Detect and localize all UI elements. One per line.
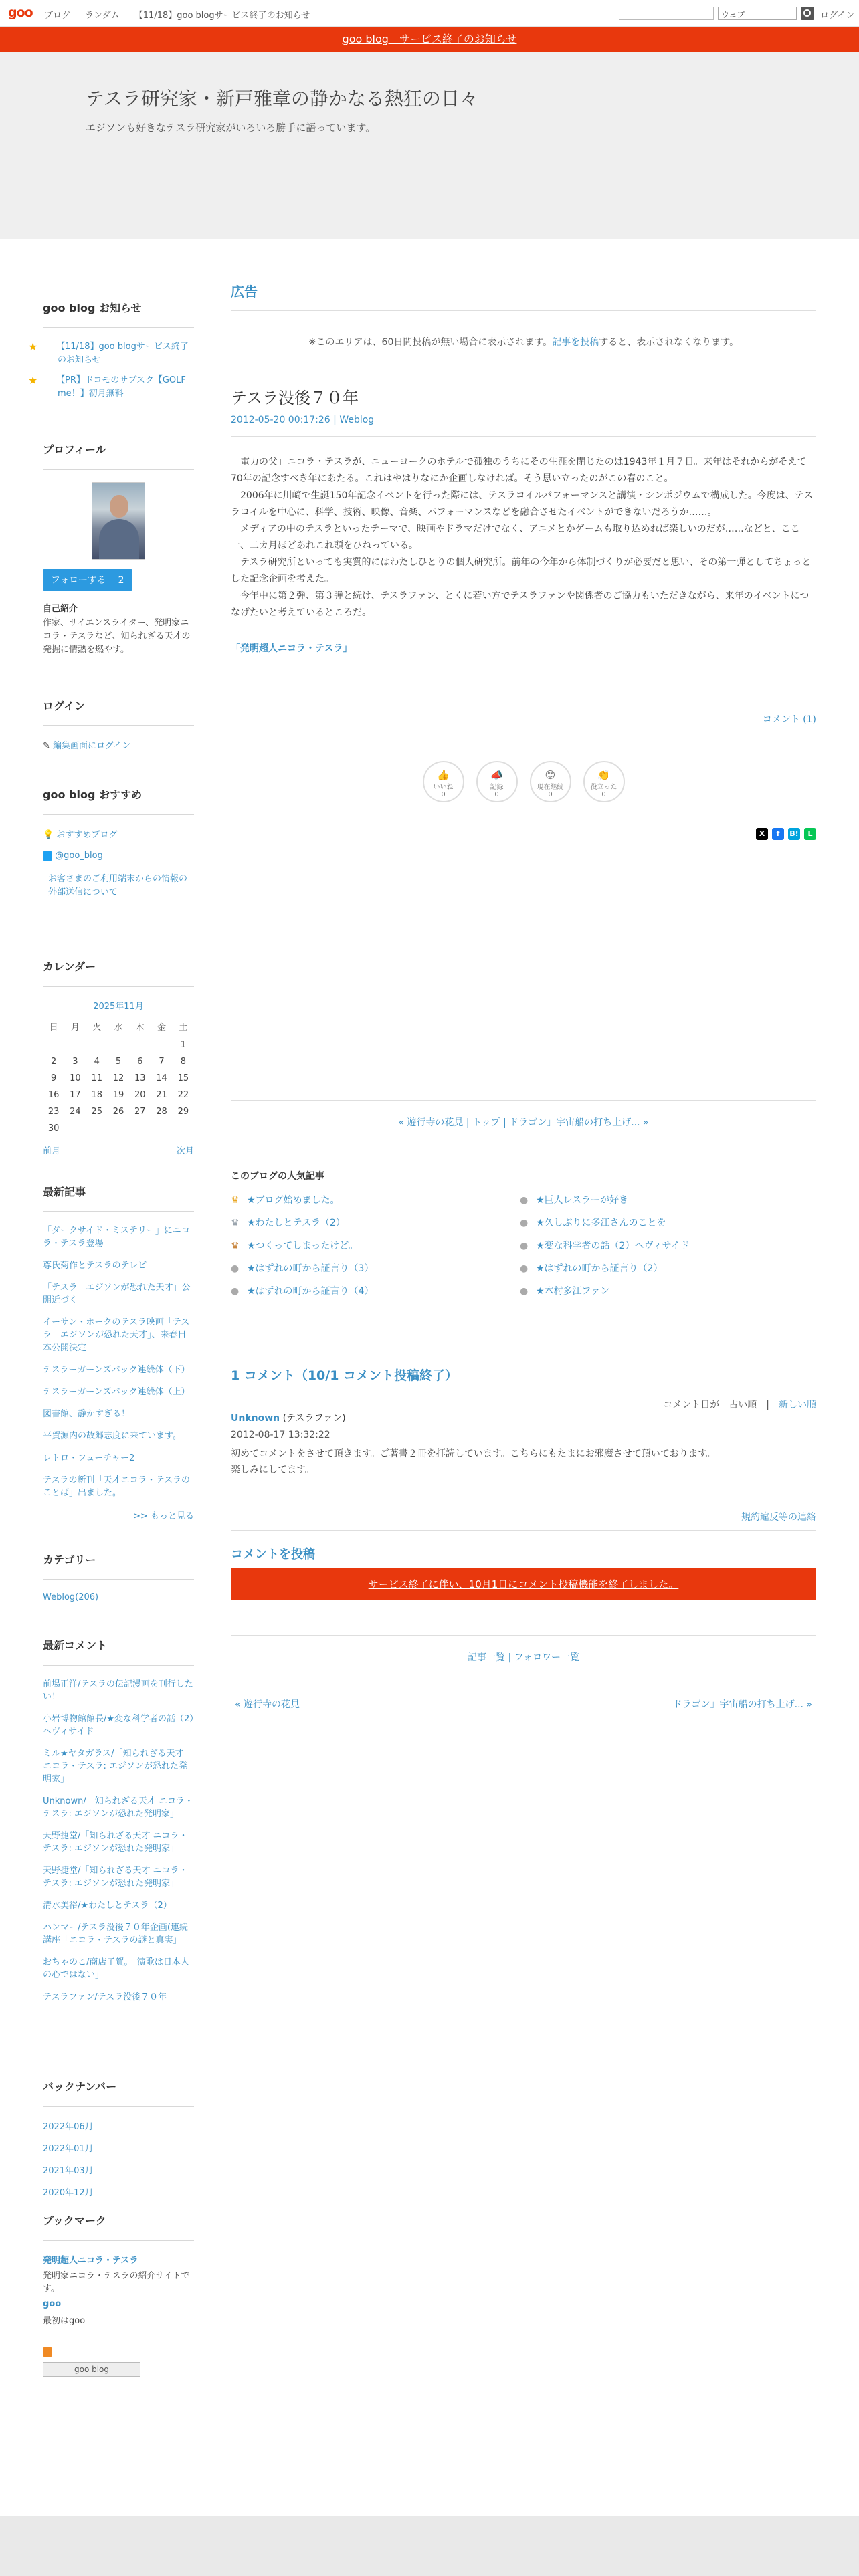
category-section xyxy=(43,1551,194,1602)
recent-comment-link[interactable]: 天野捷堂/「知られざる天才 ニコラ・テスラ: エジソンが恐れた発明家」 xyxy=(43,1866,188,1889)
recent-post-link[interactable]: 「テスラ エジソンが恐れた天才」公開近づく xyxy=(43,1283,191,1305)
x-share-icon[interactable]: X xyxy=(756,828,768,840)
calendar-day xyxy=(64,1120,86,1137)
reaction-label: 役立った xyxy=(590,784,617,791)
calendar-day: 6 xyxy=(137,1057,143,1067)
calendar-next-link[interactable]: 次月 xyxy=(176,1146,194,1156)
line-share-icon[interactable]: L xyxy=(804,828,816,840)
follow-label: フォローする xyxy=(51,575,106,586)
rank-crown-icon: ♛ xyxy=(231,1241,240,1251)
notices-heading: goo blog お知らせ xyxy=(43,300,194,328)
popular-item-title: ★はずれの町から証言り（2） xyxy=(536,1263,663,1274)
rank-dot-icon: ● xyxy=(231,1286,240,1297)
popular-item[interactable] xyxy=(520,1216,809,1229)
top-bar xyxy=(0,0,859,27)
bottom-prev-link[interactable]: « 遊行寺の花見 xyxy=(235,1699,300,1710)
backnumber-item[interactable]: 2021年03月 xyxy=(43,2166,94,2176)
reaction-buttons xyxy=(231,761,816,802)
recent-comment-link[interactable]: Unknown/「知られざる天才 ニコラ・テスラ: エジソンが恐れた発明家」 xyxy=(43,1796,193,1819)
post-datetime[interactable]: 2012-05-20 00:17:26 xyxy=(231,415,330,425)
login-section xyxy=(43,697,194,751)
search-input[interactable] xyxy=(619,7,714,20)
popular-item-title: ★わたしとテスラ（2） xyxy=(247,1218,345,1228)
calendar-day: 10 xyxy=(70,1073,81,1083)
recent-post-link[interactable]: 平賀源内の故郷志度に来ています。 xyxy=(43,1431,181,1441)
calendar-weekday: 金 xyxy=(157,1023,167,1033)
popular-item-title: ★はずれの町から証言り（3） xyxy=(247,1263,374,1274)
recent-comment-link[interactable]: 天野捷堂/「知られざる天才 ニコラ・テスラ: エジソンが恐れた発明家」 xyxy=(43,1831,188,1854)
comment-author[interactable]: Unknown xyxy=(231,1413,280,1424)
backnumber-list xyxy=(43,2119,194,2198)
sort-label: コメント日が xyxy=(663,1400,720,1410)
calendar-day: 16 xyxy=(47,1090,60,1100)
recent-comment-link[interactable]: ハンマー/テスラ没後７０年企画(連続講座「ニコラ・テスラの謎と真実」 xyxy=(43,1923,188,1945)
rank-crown-icon: ♛ xyxy=(231,1218,240,1228)
post-tesla-link[interactable]: 「発明超人ニコラ・テスラ」 xyxy=(231,643,353,654)
rank-dot-icon: ● xyxy=(231,1263,240,1274)
star-icon: ★ xyxy=(28,374,38,387)
calendar-day xyxy=(129,1037,151,1053)
top-link[interactable]: トップ xyxy=(472,1117,500,1128)
calendar-day: 21 xyxy=(156,1090,167,1100)
recommend-heading: goo blog おすすめ xyxy=(43,786,194,815)
blog-title[interactable]: テスラ研究家・新戸雅章の静かなる熱狂の日々 xyxy=(86,88,478,110)
more-posts-link[interactable]: >> もっと見る xyxy=(133,1511,194,1521)
backnumber-item[interactable]: 2020年12月 xyxy=(43,2188,94,2198)
search-icon[interactable] xyxy=(801,7,814,20)
popular-item-title: ★変な科学者の話（2）ヘヴィサイド xyxy=(536,1241,690,1251)
goo-logo[interactable]: goo xyxy=(8,5,33,20)
recent-post-link[interactable]: 尊氏菊作とテスラのテレビ xyxy=(43,1261,147,1271)
calendar-section xyxy=(43,958,194,1156)
top-nav xyxy=(44,8,322,21)
popular-item-title: ★つくってしまったけど。 xyxy=(247,1241,359,1251)
calendar-day: 23 xyxy=(47,1107,60,1117)
blog-description: エジソンも好きなテスラ研究家がいろいろ勝手に語っています。 xyxy=(86,122,376,134)
recent-comment-link[interactable]: テスラファン/テスラ没後７０年 xyxy=(43,1992,167,2002)
post-article-link[interactable]: 記事を投稿 xyxy=(552,337,599,348)
recent-comment-link[interactable]: 清水美裕/★わたしとテスラ（2） xyxy=(43,1901,172,1911)
calendar-day: 14 xyxy=(156,1073,167,1083)
popular-item-title: ★久しぶりに多江さんのことを xyxy=(536,1218,666,1228)
calendar-day xyxy=(64,1037,86,1053)
calendar-day: 4 xyxy=(94,1057,100,1067)
calendar-day xyxy=(108,1037,129,1053)
popular-section xyxy=(231,1169,816,1297)
recent-comment-link[interactable]: おちゃのこ/商店子賀。「演歌は日本人の心ではない」 xyxy=(43,1957,189,1980)
rank-crown-icon: ♛ xyxy=(231,1195,240,1206)
reaction-button[interactable] xyxy=(583,761,625,802)
comment-closed-notice[interactable]: サービス終了に伴い、10月1日にコメント投稿機能を終了しました。 xyxy=(231,1568,816,1600)
recommend-blog-link[interactable]: おすすめブログ xyxy=(56,830,118,840)
avatar[interactable] xyxy=(92,482,145,560)
calendar-day: 25 xyxy=(91,1107,102,1117)
comments-section xyxy=(231,1366,816,1478)
recent-post-link[interactable]: レトロ・フューチャー2 xyxy=(43,1453,135,1463)
bookmark-goo-link[interactable]: goo xyxy=(43,2299,62,2309)
notice-item[interactable]: 【PR】ドコモのサブスク【GOLF me！】初月無料 xyxy=(56,375,186,399)
calendar-day: 2 xyxy=(51,1057,57,1067)
popular-item[interactable] xyxy=(231,1261,520,1275)
login-heading: ログイン xyxy=(43,697,194,726)
recent-comment-link[interactable]: 小岩博物館館長/★変な科学者の話（2）ヘヴィサイド xyxy=(43,1714,194,1737)
rss-icon[interactable] xyxy=(43,2347,52,2357)
rank-dot-icon: ● xyxy=(520,1218,529,1228)
comment-author-suffix: (テスラファン) xyxy=(282,1413,346,1424)
goo-blog-badge[interactable]: goo blog xyxy=(43,2362,140,2377)
reaction-count: 0 xyxy=(494,791,499,798)
calendar-table xyxy=(43,1016,194,1137)
calendar-day: 8 xyxy=(180,1057,186,1067)
reaction-count: 0 xyxy=(548,791,553,798)
bookmark-section xyxy=(43,2212,194,2377)
recommend-section xyxy=(43,786,194,899)
follower-list-link[interactable]: フォロワー一覧 xyxy=(514,1652,579,1663)
ad-heading: 広告 xyxy=(231,281,816,311)
pencil-icon: ✎ xyxy=(43,741,50,751)
popular-item[interactable] xyxy=(231,1193,520,1206)
twitter-icon xyxy=(43,851,52,861)
star-icon: ★ xyxy=(28,340,38,353)
prev-post-link[interactable]: « 遊行寺の花見 xyxy=(398,1117,464,1128)
reaction-icon: 📣 xyxy=(490,769,503,781)
rank-dot-icon: ● xyxy=(520,1195,529,1206)
calendar-day: 30 xyxy=(47,1123,60,1134)
reaction-label: いいね xyxy=(433,784,454,791)
recent-posts-section xyxy=(43,1184,194,1521)
article-list-link[interactable]: 記事一覧 xyxy=(468,1652,506,1663)
calendar-day: 9 xyxy=(51,1073,57,1083)
calendar-weekday: 日 xyxy=(49,1023,58,1033)
calendar-day: 29 xyxy=(177,1107,189,1117)
post-meta: 2012-05-20 00:17:26 | Weblog xyxy=(231,415,816,437)
calendar-weekday: 火 xyxy=(92,1023,102,1033)
nav-blog-link[interactable]: ブログ xyxy=(44,11,71,21)
calendar-day: 22 xyxy=(177,1090,189,1100)
post-title[interactable]: テスラ没後７０年 xyxy=(231,389,359,407)
calendar-day xyxy=(129,1120,151,1137)
calendar-weekday: 土 xyxy=(179,1023,188,1033)
recent-post-link[interactable]: 「ダークサイド・ミステリー」にニコラ・テスラ登場 xyxy=(43,1226,190,1249)
popular-item[interactable] xyxy=(231,1216,520,1229)
post-paragraph: テスラ研究所といっても実質的にはわたしひとりの個人研究所。前年の今年から体制づくりが必要だと思い、その第一弾としてちょっとした記念企画を考えた。 xyxy=(231,557,812,584)
category-heading: カテゴリー xyxy=(43,1551,194,1580)
calendar-day xyxy=(108,1120,129,1137)
backnumber-section xyxy=(43,2078,194,2198)
calendar-weekday: 月 xyxy=(70,1023,80,1033)
post-category-link[interactable]: Weblog xyxy=(339,415,375,425)
calendar-day xyxy=(173,1120,194,1137)
popular-item-title: ★木村多江ファン xyxy=(536,1286,610,1297)
external-transmission-link[interactable]: お客さまのご利用端末からの情報の外部送信について xyxy=(48,874,188,897)
recent-comment-link[interactable]: 前場正洋/テスラの伝記漫画を刊行したい！ xyxy=(43,1679,193,1702)
service-end-notice-bar xyxy=(0,27,859,52)
calendar-day: 12 xyxy=(112,1073,124,1083)
calendar-day: 7 xyxy=(159,1057,165,1067)
reaction-label: 記録 xyxy=(490,784,504,791)
calendar-day: 5 xyxy=(115,1057,122,1067)
bottom-next-link[interactable]: ドラゴン」宇宙船の打ち上げ... » xyxy=(672,1699,812,1710)
popular-item[interactable] xyxy=(520,1261,809,1275)
popular-item[interactable] xyxy=(231,1239,520,1252)
popular-item-title: ★ブログ始めました。 xyxy=(247,1195,340,1206)
share-icons xyxy=(231,828,816,840)
rank-dot-icon: ● xyxy=(520,1263,529,1274)
comment-item xyxy=(231,1411,816,1478)
calendar-day xyxy=(86,1037,108,1053)
popular-heading: このブログの人気記事 xyxy=(231,1171,324,1182)
post-paragraph: 2006年に川崎で生誕150年記念イベントを行った際には、テスラコイルパフォーマンスと講演・シンポジウムで構成した。今度は、テスラコイルを中心に、科学、技術、映像、音楽、パフォーマンスなどを融合させたイベントができないだろうか……。 xyxy=(231,490,814,518)
calendar-weekday: 水 xyxy=(114,1023,123,1033)
footer xyxy=(0,2516,859,2576)
calendar-day: 3 xyxy=(72,1057,78,1067)
reaction-button[interactable] xyxy=(423,761,464,802)
comment-date: 2012-08-17 13:32:22 xyxy=(231,1430,330,1440)
report-violation-link[interactable]: 規約違反等の連絡 xyxy=(231,1510,816,1531)
calendar-heading: カレンダー xyxy=(43,958,194,987)
calendar-day: 20 xyxy=(134,1090,146,1100)
calendar-weekday: 木 xyxy=(135,1023,145,1033)
hatena-share-icon[interactable]: B! xyxy=(788,828,800,840)
reaction-label: 現在継続 xyxy=(537,784,564,791)
bookmark-heading: ブックマーク xyxy=(43,2212,194,2241)
recent-posts-heading: 最新記事 xyxy=(43,1184,194,1212)
bulb-icon: 💡 xyxy=(43,830,54,840)
calendar-day: 19 xyxy=(112,1090,124,1100)
post-pager: « 遊行寺の花見 | トップ | ドラゴン」宇宙船の打ち上げ... » xyxy=(231,1100,816,1144)
bottom-links: 記事一覧 | フォロワー一覧 xyxy=(231,1635,816,1679)
calendar-day: 1 xyxy=(180,1040,186,1050)
calendar-day: 13 xyxy=(134,1073,146,1083)
nav-random-link[interactable]: ランダム xyxy=(85,11,120,21)
recent-post-link[interactable]: 図書館、静かすぎる！ xyxy=(43,1409,130,1419)
comment-count-link[interactable]: コメント (1) xyxy=(762,714,816,725)
calendar-day: 26 xyxy=(112,1107,124,1117)
blog-header xyxy=(0,52,859,239)
sort-new-link[interactable]: 新しい順 xyxy=(779,1400,816,1410)
article xyxy=(231,385,816,655)
recent-comment-link[interactable]: ミル★ヤタガラス/「知られざる天才 ニコラ・テスラ: エジソンが恐れた発明家」 xyxy=(43,1749,187,1784)
reaction-count: 0 xyxy=(601,791,606,798)
calendar-day: 27 xyxy=(134,1107,146,1117)
comment-text: 初めてコメントをさせて頂きます。ご著書２冊を拝読しています。こちらにもたまにお邪魔させて頂いております。 楽しみにしてます。 xyxy=(231,1448,716,1475)
popular-item[interactable] xyxy=(231,1284,520,1297)
recent-post-link[interactable]: テスラーガーンズバック連続体（下） xyxy=(43,1365,190,1375)
calendar-prev-link[interactable]: 前月 xyxy=(43,1146,61,1156)
comment-sort: コメント日が 古い順 | 新しい順 xyxy=(663,1400,816,1410)
recent-post-link[interactable]: テスラーガーンズバック連続体（上） xyxy=(43,1387,190,1397)
reaction-icon: 👏 xyxy=(597,769,610,781)
backnumber-item[interactable]: 2022年01月 xyxy=(43,2144,94,2154)
calendar-day xyxy=(43,1037,64,1053)
sort-old-link[interactable]: 古い順 xyxy=(729,1400,757,1410)
nav-notice-link[interactable]: 【11/18】goo blogサービス終了のお知らせ xyxy=(134,11,310,21)
rank-dot-icon: ● xyxy=(520,1241,529,1251)
service-end-notice-link[interactable]: goo blog サービス終了のお知らせ xyxy=(342,33,517,45)
backnumber-item[interactable]: 2022年06月 xyxy=(43,2122,94,2132)
post-comment-section xyxy=(231,1545,816,1600)
calendar-month: 2025年11月 xyxy=(93,1002,144,1012)
calendar-day: 24 xyxy=(70,1107,81,1117)
notices-section xyxy=(28,300,194,407)
popular-item[interactable] xyxy=(520,1239,809,1252)
bookmark-goo-desc: 最初はgoo xyxy=(43,2316,86,2326)
notice-item[interactable]: 【11/18】goo blogサービス終了のお知らせ xyxy=(56,342,189,365)
reaction-button[interactable] xyxy=(530,761,571,802)
profile-text: 作家、サイエンスライター、発明家ニコラ・テスラなど、知られざる天才の発掘に情熱を燃やす。 xyxy=(43,618,191,655)
recent-comments-heading: 最新コメント xyxy=(43,1637,194,1666)
reaction-icon: 😍 xyxy=(545,769,556,781)
goo-blog-twitter-link[interactable]: @goo_blog xyxy=(55,851,103,861)
profile-subheading: 自己紹介 xyxy=(43,604,78,614)
recent-post-link[interactable]: イーサン・ホークのテスラ映画「テスラ エジソンが恐れた天才」、来春日本公開決定 xyxy=(43,1317,190,1353)
post-paragraph: 今年中に第２弾、第３弾と続け、テスラファン、とくに若い方でテスラファンや関係者のご協力もいただきながら、来年のイベントにつなげたいと考えているところだ。 xyxy=(231,591,809,618)
ad-notice-text-after: すると、表示されなくなります。 xyxy=(599,337,739,348)
post-body xyxy=(231,454,816,621)
ad-notice xyxy=(231,335,816,348)
search-scope-select[interactable]: ウェブ xyxy=(718,7,797,20)
reaction-button[interactable] xyxy=(476,761,518,802)
reaction-icon: 👍 xyxy=(437,769,450,781)
popular-item-title: ★巨人レスラーが好き xyxy=(536,1195,629,1206)
recent-post-link[interactable]: テスラの新刊「天才ニコラ・テスラのことば」出ました。 xyxy=(43,1475,190,1498)
profile-heading: プロフィール xyxy=(43,441,194,470)
facebook-share-icon[interactable]: f xyxy=(772,828,784,840)
category-item[interactable]: Weblog(206) xyxy=(43,1592,99,1602)
backnumber-heading: バックナンバー xyxy=(43,2078,194,2107)
bottom-pager xyxy=(231,1697,816,1711)
edit-login-link[interactable]: 編集画面にログイン xyxy=(53,741,131,751)
calendar-day xyxy=(151,1037,172,1053)
calendar-day xyxy=(86,1120,108,1137)
ad-notice-text: ※このエリアは、60日間投稿が無い場合に表示されます。 xyxy=(308,337,553,348)
calendar-day xyxy=(151,1120,172,1137)
popular-item[interactable] xyxy=(520,1284,809,1297)
popular-item[interactable] xyxy=(520,1193,809,1206)
calendar-day: 11 xyxy=(91,1073,102,1083)
post-comment-heading: コメントを投稿 xyxy=(231,1547,315,1562)
login-link[interactable]: ログイン xyxy=(820,11,855,21)
ad-section xyxy=(231,281,816,348)
post-paragraph: 「電力の父」ニコラ・テスラが、ニューヨークのホテルで孤独のうちにその生涯を閉じたのは1943年１月７日。来年はそれからがそえて70年の記念すべき年にあたる。これはやはりなにか企画しなければ。そう思い立ったのがこの春のこと。 xyxy=(231,457,807,484)
calendar-day: 18 xyxy=(91,1090,102,1100)
popular-item-title: ★はずれの町から証言り（4） xyxy=(247,1286,374,1297)
reaction-count: 0 xyxy=(441,791,446,798)
rank-dot-icon: ● xyxy=(520,1286,529,1297)
follow-count: 2 xyxy=(118,575,124,586)
bookmark-tesla-desc: 発明家ニコラ・テスラの紹介サイトです。 xyxy=(43,2271,190,2294)
post-paragraph: メディアの中のテスラといったテーマで、映画やドラマだけでなく、アニメとかゲームも取り込めれば楽しいのだが……などと、ここ一、二カ月ほどあれこれ頭をひねっている。 xyxy=(231,524,800,551)
follow-button[interactable] xyxy=(43,569,132,591)
next-post-link[interactable]: ドラゴン」宇宙船の打ち上げ... » xyxy=(509,1117,649,1128)
calendar-day: 28 xyxy=(156,1107,167,1117)
recent-comments-section xyxy=(43,1637,194,2013)
calendar-day: 15 xyxy=(177,1073,189,1083)
comments-heading: 1 コメント（10/1 コメント投稿終了） xyxy=(231,1366,816,1392)
bookmark-tesla-link[interactable]: 発明超人ニコラ・テスラ xyxy=(43,2256,138,2266)
profile-section xyxy=(43,441,194,657)
calendar-day: 17 xyxy=(70,1090,81,1100)
